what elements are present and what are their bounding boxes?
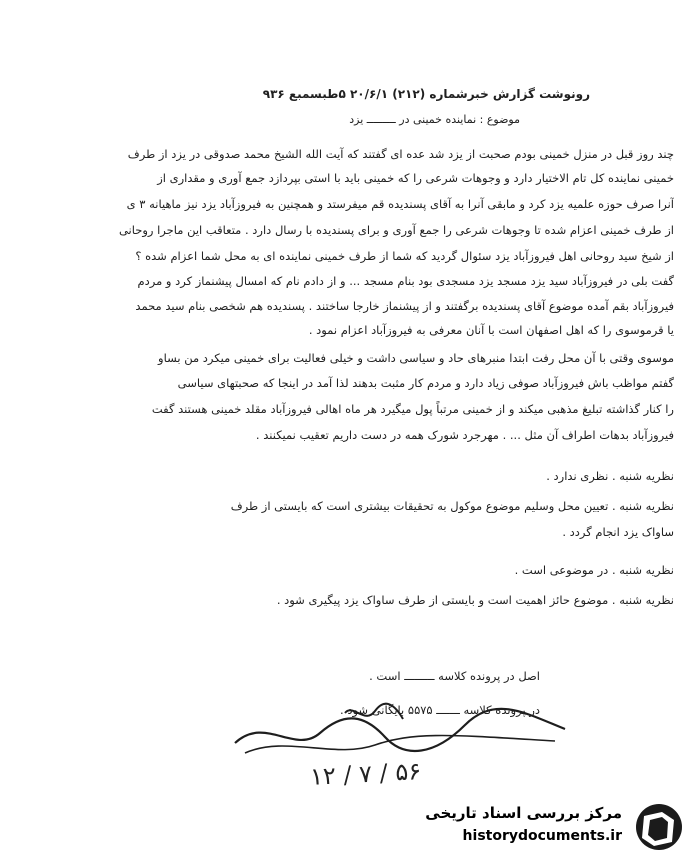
archive-url: historydocuments.ir [462, 828, 622, 844]
archive-name: مرکز بررسی اسناد تاریخی [425, 804, 622, 822]
archive-logo-icon [632, 802, 686, 852]
body-line: یا قرموسوی را که اهل اصفهان است با آنان معرفی به فیروزآباد اعزام نمود . [308, 323, 674, 337]
body-line: خمینی نماینده کل تام الاختیار دارد و وجوهات شرعی را که خمینی باید با استی بپردازد جمع آوری و مقداری از [157, 171, 674, 185]
handwritten-date: ۱۲ / ۷ / ۵۶ [309, 757, 422, 791]
body-line: فیروزآباد بدهات اطراف آن مثل ... . مهرجرد شورک همه در دست داریم تعقیب نمیکنند . [255, 428, 674, 442]
distribution-line: اصل در پرونده کلاسه ـــــــــ است . [369, 669, 540, 683]
body-line: را کنار گذاشته تبلیغ مذهبی میکند و از خمینی مرتباً پول میگیرد هر ماه اهالی فیروزآباد مقلد خمینی هستند گفت [151, 402, 674, 416]
body-line: فیروزآباد بقم آمده موضوع آقای پسندیده برگفتند و از پیشنماز خارجا ساختند . پسندیده هم شخصی بنام سید محمد [135, 299, 674, 313]
body-line: گفت بلی در فیروزآباد سید یزد مسجد یزد مسجدی بود بنام مسجد ... و از دادم نام که امسال پیشنماز کرد و مردم [137, 274, 674, 288]
body-line: چند روز قبل در منزل خمینی بودم صحبت از یزد شد عده ای گفتند که آیت الله الشیخ محمد صدوقی در یزد از طرف [127, 147, 674, 161]
body-line: از شیخ سید روحانی اهل فیروزآباد یزد سئوال گردید که شما از طرف خمینی نماینده ای به محل شما اعزام شده ؟ [135, 249, 674, 263]
body-line: از طرف خمینی اعزام شده تا وجوهات شرعی را جمع آوری و برای پسندیده با رسال دارد . متعاقب این ماجرا روحانی [118, 223, 674, 237]
report-header: رونوشت گزارش خبرشماره (۲۱۲) ۲۰/۶/۱ ۵طبسمبع ۹۳۶ [262, 87, 590, 101]
body-line: گفتم مواظب باش فیروزآباد صوفی زیاد دارد و مردم کار مثبت بدهند لذا آمد در اینجا که صحبتهای سیاسی [177, 376, 674, 390]
opinion-line: نظریه شنبه . تعیین محل وسلیم موضوع موکول به تحقیقات بیشتری است که بایستی از طرف [230, 499, 674, 513]
opinion-line: نظریه شنبه . موضوع حائز اهمیت است و بایستی از طرف ساواک یزد پیگیری شود . [276, 593, 674, 607]
archive-footer [404, 800, 694, 854]
body-line: آنرا صرف حوزه علمیه یزد کرد و مابقی آنرا به آقای پسندیده قم میفرستد و همچنین به فیروزآباد یزد نیز ماهیانه ۳ ی [126, 197, 674, 211]
opinion-line: نظریه شنبه . در موضوعی است . [514, 563, 674, 577]
body-line: موسوی وقتی با آن محل رفت ابتدا منبرهای حاد و سیاسی داشت و خیلی فعالیت برای خمینی میکرد من بساو [158, 351, 674, 365]
report-subject: موضوع : نماینده خمینی در ـــــــــ یزد [349, 113, 520, 126]
signature-scribble [225, 695, 585, 765]
opinion-line: نظریه شنبه . نظری ندارد . [546, 469, 674, 483]
distribution-line: در پرونده کلاسه ـــــــ ۵۵۷۵ بایگانی شود . [340, 703, 540, 717]
opinion-line: ساواک یزد انجام گردد . [562, 525, 674, 539]
